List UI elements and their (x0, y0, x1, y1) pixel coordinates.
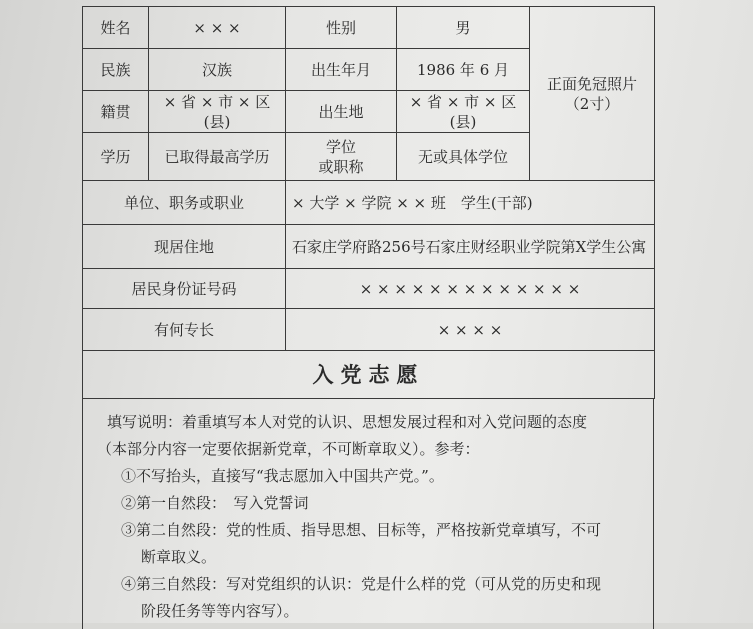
instruction-item-3: ③第二自然段：党的性质、指导思想、目标等，严格按新党章填写，不可 (121, 521, 602, 539)
degree-value: 无或具体学位 (397, 133, 530, 181)
photo-label-line2: （2寸） (564, 94, 620, 113)
section-title: 入党志愿 (83, 351, 655, 399)
birthplace-value (397, 91, 530, 133)
instruction-item-3-cont: 断章取义。 (141, 548, 217, 566)
photo-label-line1: 正面免冠照片 (546, 74, 637, 93)
skill-value: × × × × (286, 309, 655, 351)
degree-label-line2: 或职称 (318, 157, 364, 176)
name-label: 姓名 (83, 7, 149, 49)
education-value: 已取得最高学历 (149, 133, 286, 181)
birth-date-value: 1986 年 6 月 (397, 49, 530, 91)
instruction-item-4-cont: 阶段任务等等内容写）。 (141, 602, 299, 620)
degree-label-line1: 学位 (325, 137, 356, 156)
unit-value: × 大学 × 学院 × × 班 学生(干部) (286, 181, 655, 225)
ethnic-label: 民族 (83, 49, 149, 91)
skill-label: 有何专长 (83, 309, 286, 351)
origin-value-line2: (县) (203, 112, 231, 131)
instruction-item-4: ④第三自然段：写对党组织的认识：党是什么样的党（可从党的历史和现 (121, 575, 602, 593)
instructions-block (82, 399, 654, 629)
birthplace-value-line2: (县) (449, 112, 477, 131)
instructions-line: （本部分内容一定要依据新党章，不可断章取义）。参考： (97, 440, 480, 458)
id-number-label: 居民身份证号码 (83, 269, 286, 309)
unit-label: 单位、职务或职业 (83, 181, 286, 225)
id-number-value: × × × × × × × × × × × × × (286, 269, 655, 309)
application-form-table (82, 6, 655, 399)
instruction-item-2: ②第一自然段： 写入党誓词 (121, 494, 309, 512)
origin-value-line1: × 省 × 市 × 区 (163, 92, 271, 111)
photo-box (530, 7, 655, 181)
birthplace-label: 出生地 (286, 91, 397, 133)
education-label: 学历 (83, 133, 149, 181)
instruction-item-1: ①不写抬头，直接写“我志愿加入中国共产党。”。 (121, 467, 444, 485)
address-label: 现居住地 (83, 225, 286, 269)
ethnic-value: 汉族 (149, 49, 286, 91)
name-value: × × × (149, 7, 286, 49)
gender-value: 男 (397, 7, 530, 49)
birthplace-value-line1: × 省 × 市 × 区 (409, 92, 517, 111)
instructions-line: 填写说明：着重填写本人对党的认识、思想发展过程和对入党问题的态度 (107, 413, 588, 431)
origin-label: 籍贯 (83, 91, 149, 133)
address-value: 石家庄学府路256号石家庄财经职业学院第X学生公寓 (286, 225, 655, 269)
origin-value (149, 91, 286, 133)
gender-label: 性别 (286, 7, 397, 49)
birth-date-label: 出生年月 (286, 49, 397, 91)
degree-label (286, 133, 397, 181)
